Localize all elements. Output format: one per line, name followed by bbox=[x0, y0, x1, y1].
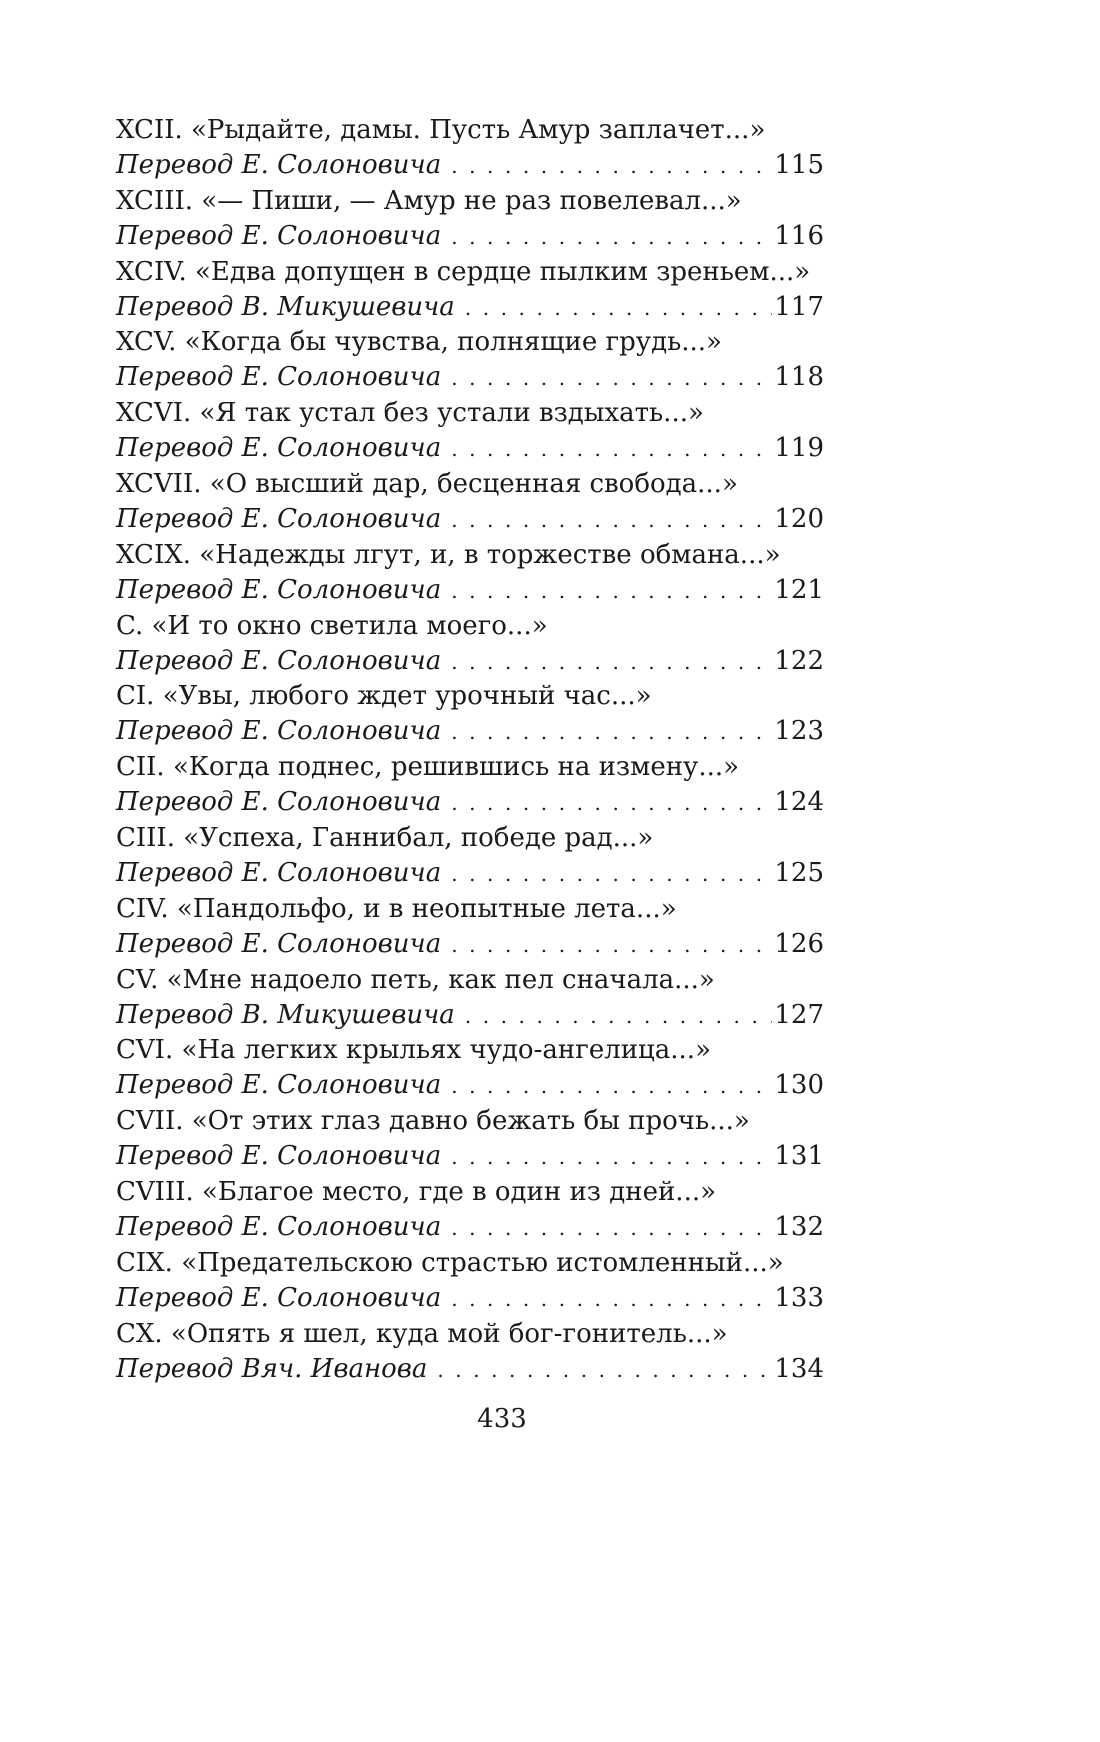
toc-entry bbox=[116, 255, 824, 326]
poem-title: CIV. «Пандольфо, и в неопытные лета...» bbox=[116, 893, 677, 924]
translator-credit: Перевод Е. Солоновича bbox=[116, 1282, 442, 1313]
toc-entry bbox=[116, 1033, 824, 1104]
toc-entry bbox=[116, 821, 824, 892]
page-number: 117 bbox=[774, 291, 824, 322]
page-number: 131 bbox=[774, 1141, 824, 1172]
credit-line bbox=[116, 360, 824, 396]
credit-line bbox=[116, 927, 824, 963]
poem-title: CIX. «Предательскою страстью истомленный...» bbox=[116, 1247, 784, 1278]
translator-credit: Перевод Е. Солоновича bbox=[116, 574, 442, 605]
page-number: 125 bbox=[774, 857, 824, 888]
dot-leader bbox=[451, 149, 772, 184]
translator-credit: Перевод Е. Солоновича bbox=[116, 220, 442, 251]
poem-title: XCV. «Когда бы чувства, полнящие грудь...» bbox=[116, 327, 722, 358]
toc-entry bbox=[116, 609, 824, 680]
credit-line bbox=[116, 290, 824, 326]
credit-line bbox=[116, 998, 824, 1034]
credit-line bbox=[116, 148, 824, 184]
translator-credit: Перевод Е. Солоновича bbox=[116, 716, 442, 747]
translator-credit: Перевод В. Микушевича bbox=[116, 999, 455, 1030]
credit-line bbox=[116, 502, 824, 538]
translator-credit: Перевод Е. Солоновича bbox=[116, 150, 442, 180]
dot-leader bbox=[451, 1211, 772, 1246]
dot-leader bbox=[451, 1069, 772, 1104]
page-number: 118 bbox=[774, 362, 824, 393]
credit-line bbox=[116, 714, 824, 750]
credit-line bbox=[116, 1139, 824, 1175]
toc-entry bbox=[116, 538, 824, 609]
translator-credit: Перевод Е. Солоновича bbox=[116, 1141, 442, 1172]
dot-leader bbox=[451, 574, 772, 609]
translator-credit: Перевод В. Микушевича bbox=[116, 291, 455, 322]
toc-entry bbox=[116, 1175, 824, 1246]
poem-title: CVI. «На легких крыльях чудо-ангелица...» bbox=[116, 1035, 711, 1066]
page-number: 119 bbox=[774, 433, 824, 464]
translator-credit: Перевод Е. Солоновича bbox=[116, 787, 442, 818]
page-number: 121 bbox=[774, 574, 824, 605]
translator-credit: Перевод Е. Солоновича bbox=[116, 1211, 442, 1242]
dot-leader bbox=[465, 999, 773, 1034]
page-folio-number: 433 bbox=[477, 1404, 527, 1434]
dot-leader bbox=[451, 1282, 772, 1317]
poem-title: XCVI. «Я так устал без устали вздыхать...» bbox=[116, 398, 704, 429]
poem-title: XCIX. «Надежды лгут, и, в торжестве обмана...» bbox=[116, 539, 781, 570]
poem-title: XCII. «Рыдайте, дамы. Пусть Амур заплачет...» bbox=[116, 115, 766, 145]
toc-entry bbox=[116, 963, 824, 1034]
page-number: 126 bbox=[774, 928, 824, 959]
translator-credit: Перевод Е. Солоновича bbox=[116, 857, 442, 888]
credit-line bbox=[116, 856, 824, 892]
credit-line bbox=[116, 1281, 824, 1317]
dot-leader bbox=[451, 361, 772, 396]
dot-leader bbox=[451, 1140, 772, 1175]
toc-entry bbox=[116, 892, 824, 963]
poem-title: C. «И то окно светила моего...» bbox=[116, 610, 548, 641]
credit-line bbox=[116, 1352, 824, 1388]
page-number: 132 bbox=[774, 1211, 824, 1242]
dot-leader bbox=[451, 857, 772, 892]
dot-leader bbox=[451, 786, 772, 821]
poem-title: XCVII. «О высший дар, бесценная свобода...» bbox=[116, 468, 738, 499]
poem-title: CVIII. «Благое место, где в один из дней...» bbox=[116, 1176, 717, 1207]
page-number: 122 bbox=[774, 645, 824, 676]
dot-leader bbox=[451, 503, 772, 538]
toc-entry bbox=[116, 184, 824, 255]
credit-line bbox=[116, 644, 824, 680]
credit-line bbox=[116, 219, 824, 255]
page-number: 130 bbox=[774, 1070, 824, 1101]
credit-line bbox=[116, 573, 824, 609]
credit-line bbox=[116, 1210, 824, 1246]
table-of-contents bbox=[116, 113, 824, 1387]
poem-title: CI. «Увы, любого ждет урочный час...» bbox=[116, 681, 652, 712]
toc-entry bbox=[116, 325, 824, 396]
poem-title: CII. «Когда поднес, решившись на измену...» bbox=[116, 752, 740, 783]
poem-title: XCIII. «— Пиши, — Амур не раз повелевал...» bbox=[116, 185, 742, 216]
poem-title: CV. «Мне надоело петь, как пел сначала...» bbox=[116, 964, 715, 995]
toc-entry bbox=[116, 679, 824, 750]
toc-entry bbox=[116, 467, 824, 538]
dot-leader bbox=[451, 928, 772, 963]
page-number: 124 bbox=[774, 787, 824, 818]
credit-line bbox=[116, 785, 824, 821]
page-number: 127 bbox=[774, 999, 824, 1030]
toc-entry bbox=[116, 1104, 824, 1175]
translator-credit: Перевод Е. Солоновича bbox=[116, 362, 442, 393]
translator-credit: Перевод Е. Солоновича bbox=[116, 645, 442, 676]
dot-leader bbox=[451, 715, 772, 750]
poem-title: CX. «Опять я шел, куда мой бог-гонитель...» bbox=[116, 1318, 728, 1349]
poem-title: CIII. «Успеха, Ганнибал, победе рад...» bbox=[116, 822, 654, 853]
dot-leader bbox=[451, 432, 772, 467]
page-number: 133 bbox=[774, 1282, 824, 1313]
toc-entry bbox=[116, 113, 824, 184]
dot-leader bbox=[437, 1353, 772, 1388]
toc-entry bbox=[116, 750, 824, 821]
dot-leader bbox=[465, 291, 773, 326]
credit-line bbox=[116, 1068, 824, 1104]
page-number: 116 bbox=[774, 220, 824, 251]
translator-credit: Перевод Е. Солоновича bbox=[116, 433, 442, 464]
toc-entry bbox=[116, 396, 824, 467]
toc-entry bbox=[116, 1246, 824, 1317]
translator-credit: Перевод Вяч. Иванова bbox=[116, 1353, 428, 1384]
poem-title: XCIV. «Едва допущен в сердце пылким зреньем...» bbox=[116, 256, 811, 287]
page-number: 134 bbox=[774, 1353, 824, 1384]
dot-leader bbox=[451, 220, 772, 255]
translator-credit: Перевод Е. Солоновича bbox=[116, 928, 442, 959]
toc-entry bbox=[116, 1317, 824, 1388]
page-number: 123 bbox=[774, 716, 824, 747]
translator-credit: Перевод Е. Солоновича bbox=[116, 1070, 442, 1101]
dot-leader bbox=[451, 645, 772, 680]
poem-title: CVII. «От этих глаз давно бежать бы прочь...» bbox=[116, 1106, 750, 1137]
page-number: 120 bbox=[774, 503, 824, 534]
credit-line bbox=[116, 431, 824, 467]
translator-credit: Перевод Е. Солоновича bbox=[116, 503, 442, 534]
page-number: 115 bbox=[774, 150, 824, 180]
